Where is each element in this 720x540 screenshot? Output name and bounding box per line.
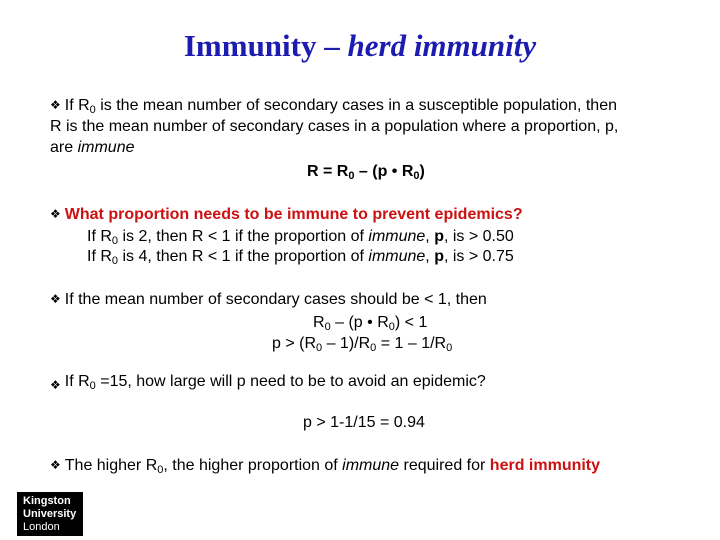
kingston-university-logo: Kingston University London bbox=[17, 492, 83, 536]
bullet-icon: ❖ bbox=[50, 292, 61, 306]
formula-inequality: $R_0 - (p$ • $R_0) < 1$ bbox=[313, 314, 428, 333]
answer-line: p > 1-1/15 = 0.94 bbox=[303, 414, 425, 431]
definition-line-1: ❖ If $R_0$ is the mean number of secondary cases in a susceptible population, then bbox=[50, 97, 617, 116]
formula-r: $R = R_0 - (p$ • $R_0$) bbox=[307, 163, 425, 182]
example-r0-4: If $R_0$ is 4, then R < 1 if the proportion of immune, p, is > 0.75 bbox=[87, 248, 514, 267]
question-heading: ❖ What proportion needs to be immune to prevent epidemics? bbox=[50, 206, 523, 223]
formula-threshold: $p > (R_0 - 1)/R_0 = 1 - 1/R_0$ bbox=[272, 335, 453, 354]
bullet-icon: ❖ bbox=[50, 98, 61, 112]
bullet-icon: ❖ bbox=[50, 378, 61, 392]
example-r0-2: If $R_0$ is 2, then R < 1 if the proportion of immune, p, is > 0.50 bbox=[87, 228, 514, 247]
conclusion-line: ❖ The higher $R_0$, the higher proportion of immune required for herd immunity bbox=[50, 457, 601, 476]
condition-line: ❖ If the mean number of secondary cases should be < 1, then bbox=[50, 291, 487, 308]
definition-line-3: are immune bbox=[50, 139, 135, 156]
question-r0-15: ❖ If $R_0 =15$, how large will p need to be to avoid an epidemic? bbox=[50, 373, 486, 392]
bullet-icon: ❖ bbox=[50, 207, 61, 221]
definition-line-2: R is the mean number of secondary cases in a population where a proportion, p, bbox=[50, 118, 619, 135]
slide-title: Immunity – herd immunity bbox=[183, 28, 537, 63]
bullet-icon: ❖ bbox=[50, 458, 61, 472]
